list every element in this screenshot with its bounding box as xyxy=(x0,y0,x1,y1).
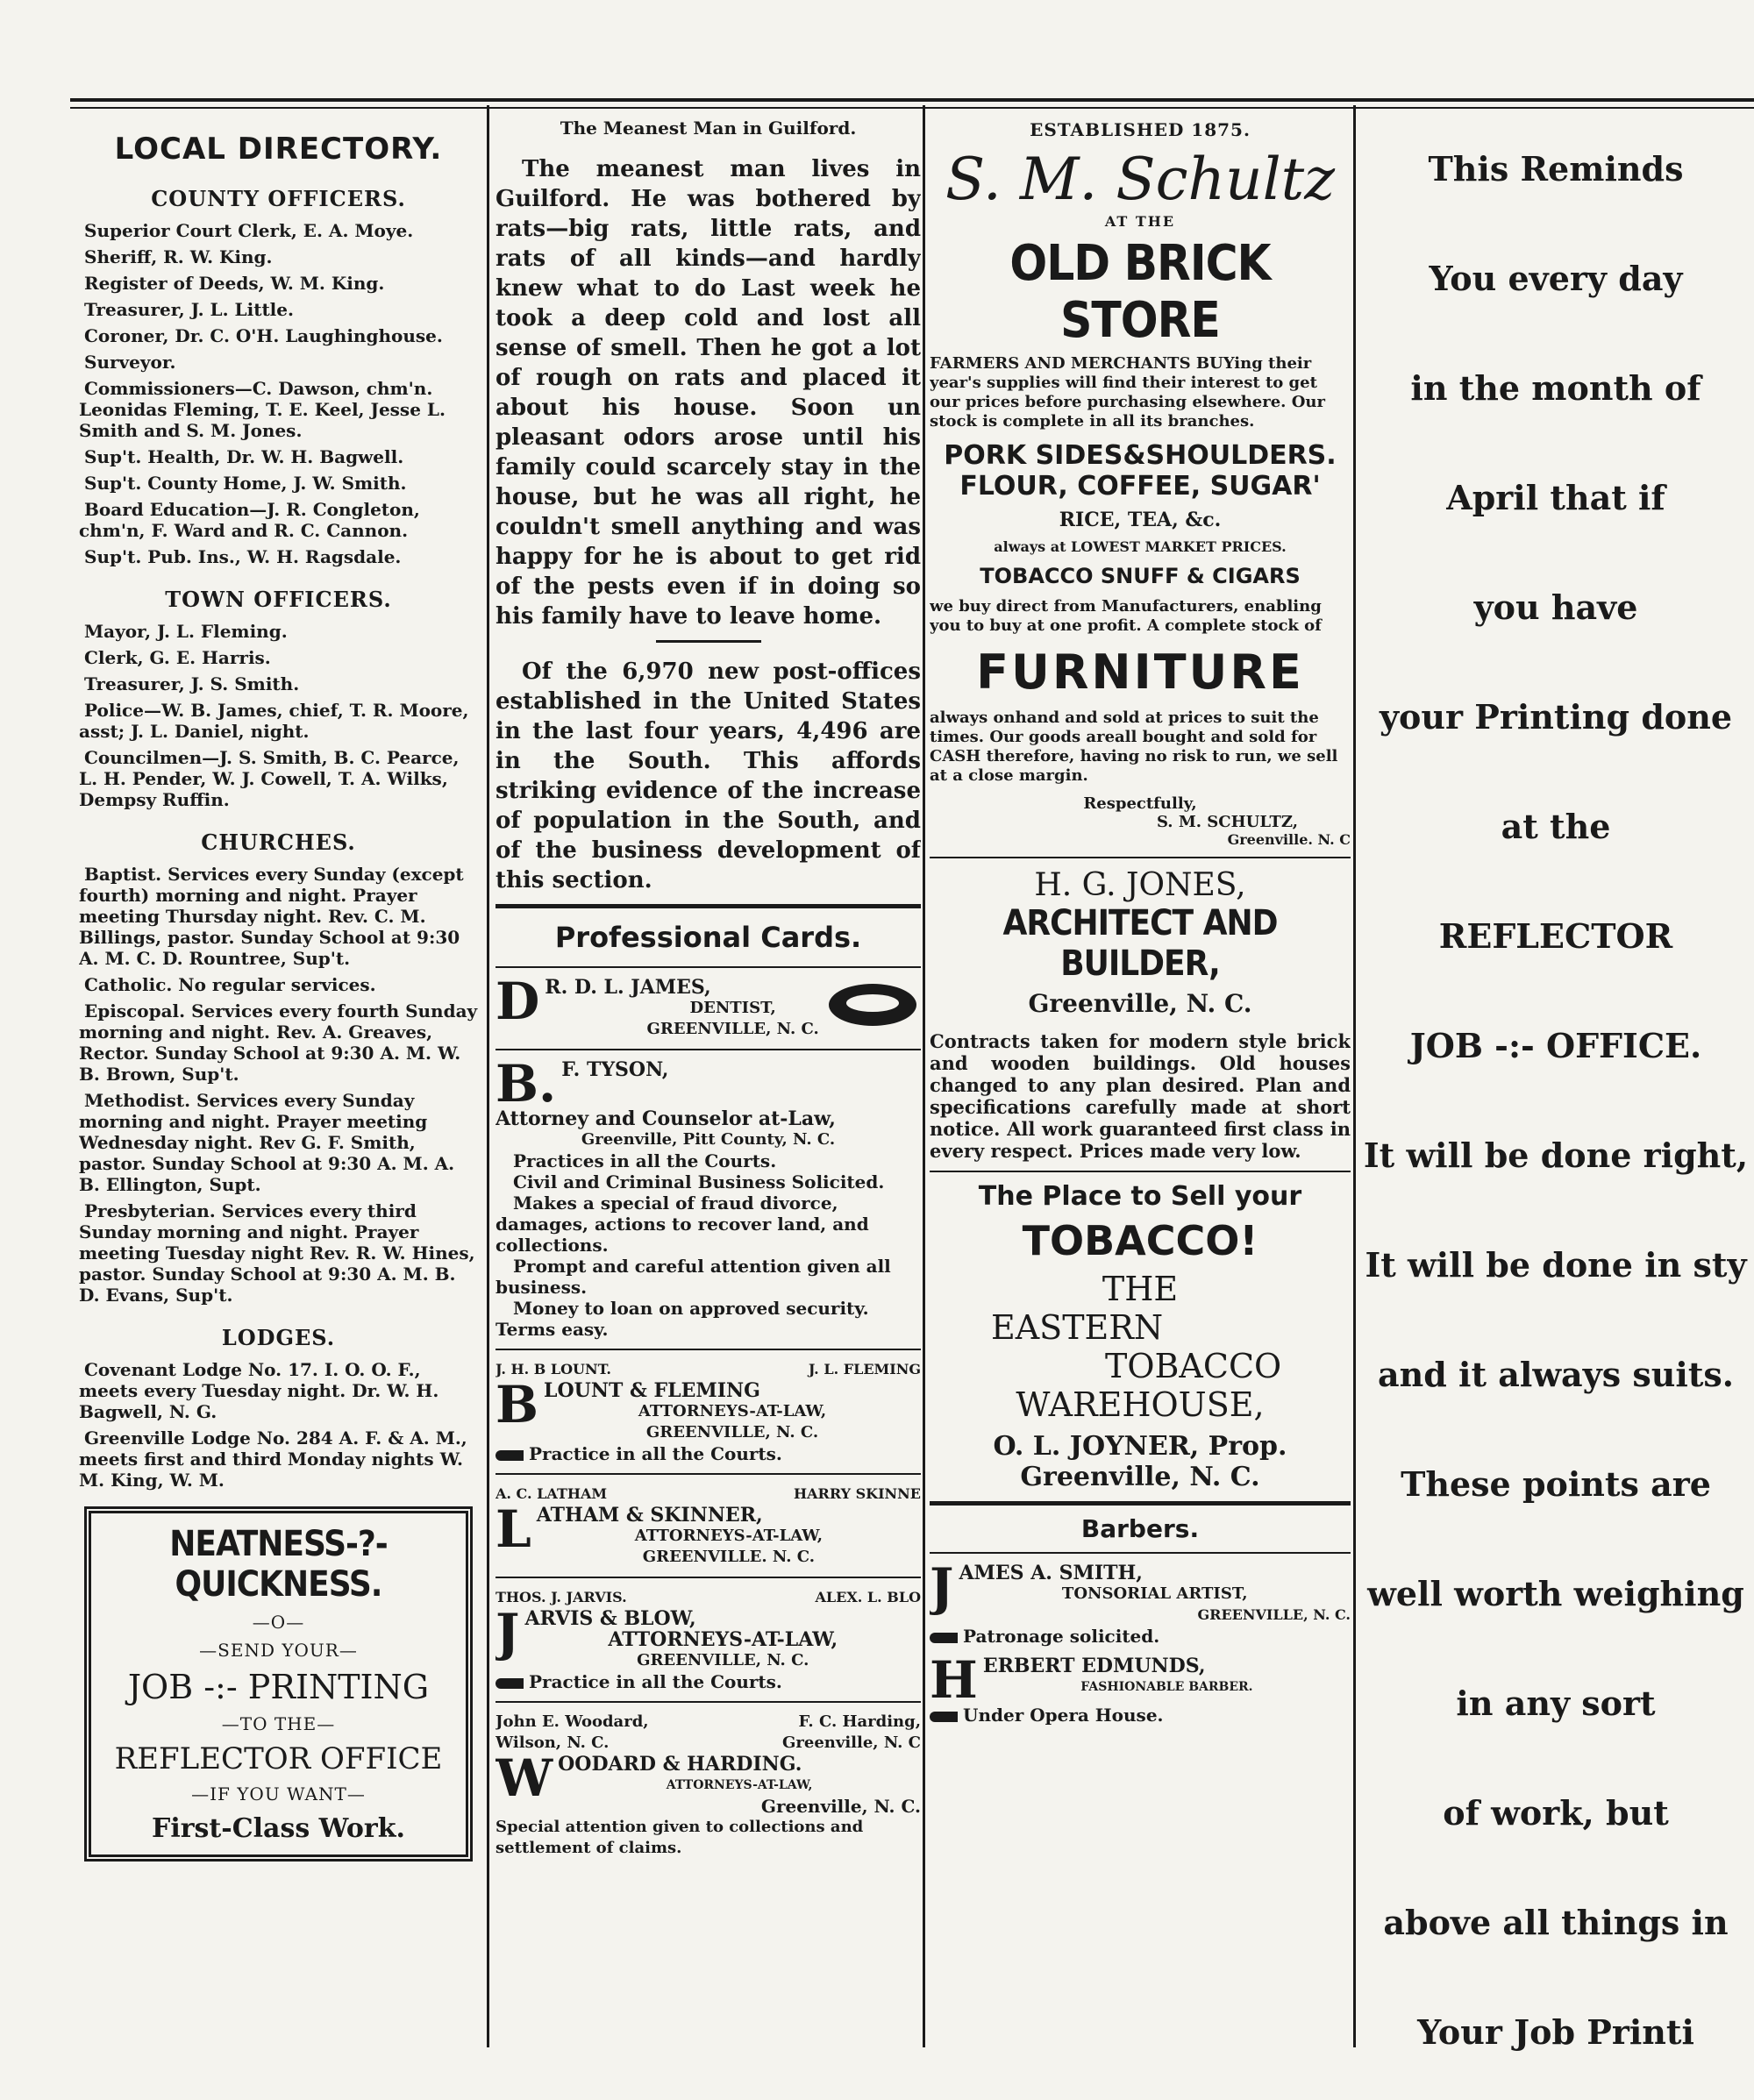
town-officers-list xyxy=(79,621,478,810)
town-officer-entry: Police—W. B. James, chief, T. R. Moore, asst; J. L. Daniel, night. xyxy=(79,700,469,742)
woodard-right: F. C. Harding, xyxy=(798,1712,921,1731)
town-officers-heading: TOWN OFFICERS. xyxy=(165,587,392,612)
card-tyson xyxy=(496,1054,921,1340)
woodard-title: ATTORNEYS-AT-LAW, xyxy=(666,1778,813,1792)
old-brick-store: OLD BRICK STORE xyxy=(1009,235,1271,349)
tyson-place: Greenville, Pitt County, N. C. xyxy=(581,1130,836,1149)
drop-cap: B. xyxy=(496,1054,557,1114)
tyson-body-5: Money to loan on approved security. Terms easy. xyxy=(496,1298,869,1340)
divider xyxy=(496,1473,921,1475)
divider xyxy=(930,1501,1351,1506)
tobacco-line-1: The Place to Sell your xyxy=(978,1181,1302,1212)
jones-name: H. G. JONES, xyxy=(1034,867,1246,903)
drop-cap: W xyxy=(496,1748,553,1808)
pointing-hand-icon xyxy=(496,1678,524,1689)
column-rule-1 xyxy=(487,105,489,2047)
divider xyxy=(930,1171,1351,1172)
local-directory-column xyxy=(79,114,478,2065)
jarvis-right: ALEX. L. BLO xyxy=(815,1589,921,1605)
town-officer-entry: Treasurer, J. S. Smith. xyxy=(84,673,300,694)
woodard-left2: Wilson, N. C. xyxy=(496,1733,610,1752)
church-entry: Catholic. No regular services. xyxy=(84,974,376,995)
jones-body: Contracts taken for modern style brick and wooden buildings. Old houses changed to any plan desired. Plan and specifications carefully made at short notice. All work guaranteed first class in every respect. Prices made very low. xyxy=(930,1030,1351,1162)
county-officer-entry: Sup't. Health, Dr. W. H. Bagwell. xyxy=(84,446,404,467)
divider xyxy=(496,1349,921,1350)
jarvis-name: ARVIS & BLOW, xyxy=(524,1607,696,1630)
schultz-line-3: RICE, TEA, &c. xyxy=(1059,509,1222,531)
post-office-story: Of the 6,970 new post-offices established in the United States in the last four years, 4,496 are in the South. This affords striking evidence of the increase of population in the South, and of the business development of this section. xyxy=(496,658,921,893)
top-rule xyxy=(70,98,1754,102)
tobacco-line-5: TOBACCO xyxy=(1105,1347,1282,1385)
directory-title: LOCAL DIRECTORY. xyxy=(114,132,443,167)
jarvis-place: GREENVILLE, N. C. xyxy=(637,1651,809,1669)
lodge-entry: Greenville Lodge No. 284 A. F. & A. M., meets first and third Monday nights W. M. King, W. M. xyxy=(79,1427,467,1491)
county-officer-entry: Sup't. Pub. Ins., W. H. Ragsdale. xyxy=(84,546,402,567)
reminder-line: well worth weighing xyxy=(1367,1574,1744,1613)
reminder-line: above all things in xyxy=(1383,1903,1729,1942)
box-line-7: —IF YOU WANT— xyxy=(191,1783,366,1805)
furniture-headline: FURNITURE xyxy=(976,644,1304,700)
reminder-line: at the xyxy=(1501,807,1611,846)
jarvis-note: Practice in all the Courts. xyxy=(529,1671,782,1692)
jarvis-title: ATTORNEYS-AT-LAW, xyxy=(608,1628,838,1651)
lodge-entry: Covenant Lodge No. 17. I. O. O. F., meets every Tuesday night. Dr. W. H. Bagwell, N. G. xyxy=(79,1359,439,1422)
jones-title: ARCHITECT AND BUILDER, xyxy=(1002,903,1278,984)
lodges-heading: LODGES. xyxy=(221,1325,336,1350)
church-entry: Episcopal. Services every fourth Sunday morning and night. Rev. A. Greaves, Rector. Sunday School at 9:30 A. M. W. B. Brown, Sup't. xyxy=(79,1000,478,1085)
tobacco-line-8: Greenville, N. C. xyxy=(1020,1462,1260,1492)
church-entry: Presbyterian. Services every third Sunday morning and night. Prayer meeting Tuesday night Rev. R. W. Hines, pastor. Sunday School at 9:30 A. M. B. D. Evans, Sup't. xyxy=(79,1200,475,1306)
story-divider xyxy=(656,640,761,643)
edmunds-note: Under Opera House. xyxy=(963,1705,1164,1726)
story-body: The meanest man lives in Guilford. He was bothered by rats—big rats, little rats, and rats of all kinds—and hardly knew what to do Last week he took a deep cold and lost all sense of smell. Then he got a lot of rough on rats and placed it about his house. Soon un pleasant odors arose until his family could scarcely stay in the house, but he was all right, he couldn't smell anything and was happy for he is about to get rid of the pests even if in doing so his family have to leave home. xyxy=(496,156,921,630)
church-entry: Methodist. Services every Sunday morning and night. Prayer meeting Wednesday night. Rev G. F. Smith, pastor. Sunday School at 9:30 A. M. A. B. Ellington, Supt. xyxy=(79,1090,455,1195)
james-name: R. D. L. JAMES, xyxy=(545,976,711,999)
pointing-hand-icon xyxy=(930,1633,958,1643)
reminder-line: in any sort xyxy=(1456,1684,1656,1723)
woodard-left: John E. Woodard, xyxy=(496,1712,649,1731)
latham-name: ATHAM & SKINNER, xyxy=(536,1504,763,1527)
woodard-place: Greenville, N. C. xyxy=(760,1796,921,1817)
reminder-line: It will be done right, xyxy=(1363,1135,1749,1175)
drop-cap: L xyxy=(496,1499,531,1559)
story-headline: The Meanest Man in Guilford. xyxy=(560,117,857,139)
blount-place: GREENVILLE, N. C. xyxy=(645,1423,819,1442)
blount-left: J. H. B LOUNT. xyxy=(496,1361,611,1377)
county-officers-heading: COUNTY OFFICERS. xyxy=(151,186,406,211)
drop-cap: J xyxy=(930,1557,954,1617)
county-officer-entry: Surveyor. xyxy=(84,352,176,373)
reminder-line: you have xyxy=(1473,587,1638,627)
woodard-name: OODARD & HARDING. xyxy=(558,1753,802,1776)
divider xyxy=(496,1577,921,1578)
divider xyxy=(496,966,921,968)
county-officer-entry: Register of Deeds, W. M. King. xyxy=(84,273,385,294)
schultz-sig-3: Greenville. N. C xyxy=(1227,831,1351,848)
box-line-1: NEATNESS-?-QUICKNESS. xyxy=(169,1524,388,1605)
latham-title: ATTORNEYS-AT-LAW, xyxy=(634,1527,823,1545)
church-entry: Baptist. Services every Sunday (except fourth) morning and night. Prayer meeting Thursday night. Rev. C. M. Billings, pastor. Sunday School at 9:30 A. M. C. D. Rountree, Sup't. xyxy=(79,864,464,969)
woodard-note: Special attention given to collections and settlement of claims. xyxy=(496,1818,864,1857)
reminder-line: This Reminds xyxy=(1428,149,1684,189)
edmunds-name: ERBERT EDMUNDS, xyxy=(982,1655,1206,1677)
woodard-right2: Greenville, N. C xyxy=(782,1733,921,1752)
tyson-title: Attorney and Counselor at-Law, xyxy=(496,1107,836,1130)
reminder-line: You every day xyxy=(1429,259,1683,298)
tobacco-line-4: EASTERN xyxy=(991,1308,1164,1347)
county-officer-entry: Coroner, Dr. C. O'H. Laughinghouse. xyxy=(84,325,443,346)
section-rule xyxy=(496,904,921,908)
smith-name: AMES A. SMITH, xyxy=(959,1562,1143,1584)
box-line-3: —SEND YOUR— xyxy=(199,1640,358,1661)
jarvis-left: THOS. J. JARVIS. xyxy=(496,1589,627,1605)
column-rule-3 xyxy=(1353,105,1356,2047)
reflector-reminder-column xyxy=(1358,114,1754,2065)
job-printing-ad xyxy=(84,1506,473,1862)
edmunds-title: FASHIONABLE BARBER. xyxy=(1080,1680,1253,1694)
blount-title: ATTORNEYS-AT-LAW, xyxy=(638,1402,827,1420)
smith-place: GREENVILLE, N. C. xyxy=(1197,1606,1351,1623)
town-officer-entry: Clerk, G. E. Harris. xyxy=(84,647,271,668)
dentures-icon xyxy=(824,977,921,1029)
latham-place: GREENVILLE. N. C. xyxy=(642,1548,816,1566)
tyson-body-3: Makes a special of fraud divorce, damages, actions to recover land, and collections. xyxy=(496,1192,869,1256)
news-and-cards-column xyxy=(496,114,921,2065)
pointing-hand-icon xyxy=(496,1450,524,1461)
james-place: GREENVILLE, N. C. xyxy=(646,1020,819,1038)
tyson-body-1: Practices in all the Courts. xyxy=(513,1150,777,1171)
top-rule-thin xyxy=(70,107,1754,109)
schultz-line-5: TOBACCO SNUFF & CIGARS xyxy=(980,564,1301,588)
schultz-at-the: AT THE xyxy=(1104,213,1176,230)
tobacco-line-2: TOBACCO! xyxy=(1022,1217,1258,1264)
tobacco-line-6: WAREHOUSE, xyxy=(1016,1385,1265,1424)
latham-right: HARRY SKINNE xyxy=(793,1485,921,1502)
reminder-line: JOB -:- OFFICE. xyxy=(1409,1026,1702,1065)
smith-note: Patronage solicited. xyxy=(963,1626,1160,1647)
box-line-6: REFLECTOR OFFICE xyxy=(114,1741,443,1776)
divider xyxy=(930,1552,1351,1554)
drop-cap: J xyxy=(496,1603,520,1662)
advertisements-column xyxy=(930,114,1351,2065)
schultz-para-2: we buy direct from Manufacturers, enabling you to buy at one profit. A complete stock of xyxy=(930,597,1322,635)
lodges-list xyxy=(79,1359,478,1491)
reminder-lines xyxy=(1358,114,1754,2065)
reminder-line: It will be done in sty xyxy=(1365,1245,1747,1285)
schultz-para-3: always onhand and sold at prices to suit the times. Our goods areall bought and sold for CASH therefore, having no risk to run, we sell at a close margin. xyxy=(930,708,1338,785)
box-line-8: First-Class Work. xyxy=(152,1813,405,1844)
tyson-body-2: Civil and Criminal Business Solicited. xyxy=(513,1171,885,1192)
reminder-line: REFLECTOR xyxy=(1438,916,1673,956)
blount-note: Practice in all the Courts. xyxy=(529,1443,782,1464)
schultz-sig-1: Respectfully, xyxy=(1083,794,1197,813)
box-line-4: JOB -:- PRINTING xyxy=(127,1668,430,1706)
reminder-line: your Printing done xyxy=(1379,697,1733,737)
county-officer-entry: Sheriff, R. W. King. xyxy=(84,246,273,267)
county-officer-entry: Treasurer, J. L. Little. xyxy=(84,299,294,320)
professional-cards-heading: Professional Cards. xyxy=(554,921,862,954)
divider xyxy=(496,1049,921,1050)
schultz-name: S. M. Schultz xyxy=(945,146,1335,213)
divider xyxy=(496,1701,921,1703)
blount-name: LOUNT & FLEMING xyxy=(544,1379,760,1402)
tobacco-line-7: O. L. JOYNER, Prop. xyxy=(993,1431,1287,1462)
pointing-hand-icon xyxy=(930,1712,958,1722)
schultz-para-1: FARMERS AND MERCHANTS BUYing their year's supplies will find their interest to get our prices before purchasing elsewhere. Our stock is complete in all its branches. xyxy=(930,354,1325,431)
drop-cap: D xyxy=(496,972,540,1031)
schultz-line-1: PORK SIDES&SHOULDERS. xyxy=(944,440,1337,471)
card-blount-fleming xyxy=(496,1359,921,1464)
county-officer-entry: Sup't. County Home, J. W. Smith. xyxy=(84,473,407,494)
reminder-line: These points are xyxy=(1401,1464,1711,1504)
card-woodard-harding xyxy=(496,1712,921,1859)
schultz-line-4: always at LOWEST MARKET PRICES. xyxy=(994,538,1287,555)
latham-left: A. C. LATHAM xyxy=(496,1485,608,1502)
reminder-line: April that if xyxy=(1446,478,1665,517)
county-officer-entry: Commissioners—C. Dawson, chm'n. Leonidas Fleming, T. E. Keel, Jesse L. Smith and S. M. Jones. xyxy=(79,378,446,441)
reminder-line: of work, but xyxy=(1443,1793,1669,1833)
barbers-heading: Barbers. xyxy=(1080,1514,1200,1543)
divider xyxy=(930,857,1351,858)
reminder-line: and it always suits. xyxy=(1378,1355,1734,1394)
churches-list xyxy=(79,864,478,1306)
tyson-name: F. TYSON, xyxy=(561,1058,669,1081)
tyson-body-4: Prompt and careful attention given all business. xyxy=(496,1256,891,1298)
column-rule-2 xyxy=(923,105,925,2047)
schultz-sig-2: S. M. SCHULTZ, xyxy=(1156,813,1298,831)
jones-place: Greenville, N. C. xyxy=(1028,989,1252,1018)
box-line-2: —O— xyxy=(252,1612,305,1633)
schultz-established: ESTABLISHED 1875. xyxy=(1030,119,1251,140)
drop-cap: B xyxy=(496,1375,539,1434)
drop-cap: H xyxy=(930,1650,978,1710)
box-line-5: —TO THE— xyxy=(221,1713,336,1734)
card-jarvis-blow xyxy=(496,1587,921,1692)
card-edmunds xyxy=(930,1650,1351,1726)
james-title: DENTIST, xyxy=(689,999,776,1017)
town-officer-entry: Councilmen—J. S. Smith, B. C. Pearce, L. H. Pender, W. J. Cowell, T. A. Wilks, Dempsy Ruffin. xyxy=(79,747,460,810)
blount-right: J. L. FLEMING xyxy=(808,1361,921,1377)
card-smith xyxy=(930,1557,1351,1647)
town-officer-entry: Mayor, J. L. Fleming. xyxy=(84,621,288,642)
county-officer-entry: Board Education—J. R. Congleton, chm'n, F. Ward and R. C. Cannon. xyxy=(79,499,420,541)
reminder-line: in the month of xyxy=(1410,368,1701,408)
schultz-line-2: FLOUR, COFFEE, SUGAR' xyxy=(959,471,1321,502)
county-officers-list xyxy=(79,220,478,567)
card-james xyxy=(496,972,921,1040)
card-latham-skinner xyxy=(496,1484,921,1568)
churches-heading: CHURCHES. xyxy=(201,829,356,855)
smith-title: TONSORIAL ARTIST, xyxy=(1061,1584,1248,1603)
county-officer-entry: Superior Court Clerk, E. A. Moye. xyxy=(84,220,414,241)
reminder-line: Your Job Printi xyxy=(1417,2012,1694,2052)
tobacco-line-3: THE xyxy=(1102,1270,1179,1308)
